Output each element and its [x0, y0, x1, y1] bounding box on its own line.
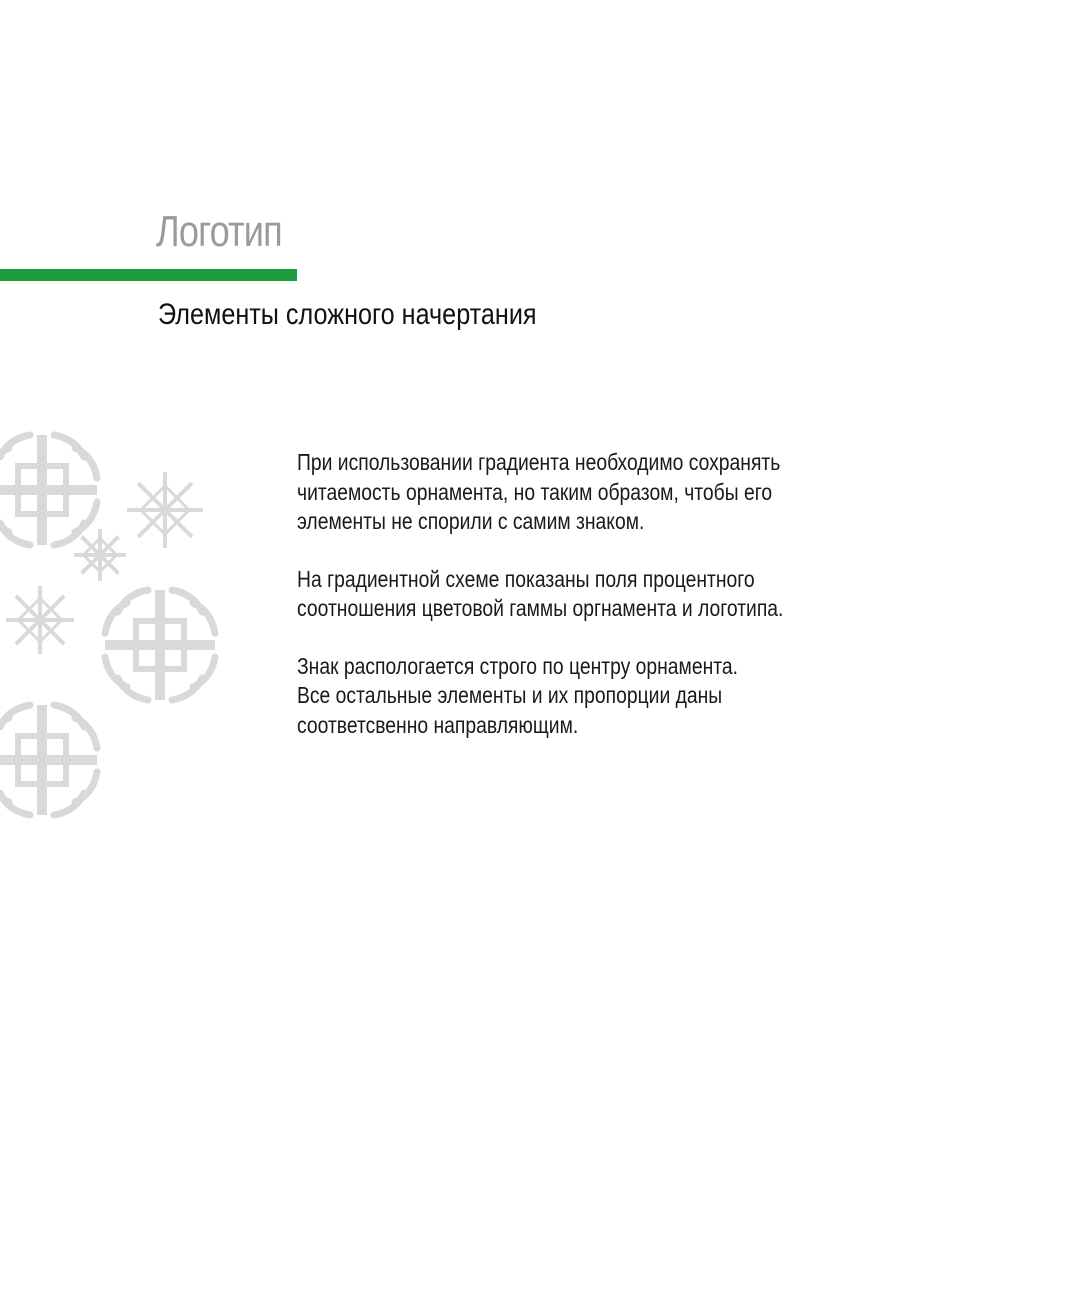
- paragraph-line: элементы не спорили с самим знаком.: [297, 508, 645, 534]
- paragraph-line: соответсвенно направляющим.: [297, 711, 579, 738]
- paragraph-line: соотношения цветовой гаммы оргнамента и логотипа.: [297, 595, 784, 621]
- paragraph-line: На градиентной схеме показаны поля процентного: [297, 565, 755, 592]
- paragraph-line: Все остальные элементы и их пропорции даны: [297, 682, 723, 708]
- ornament-pattern-icon: [0, 405, 250, 830]
- page-subtitle: Элементы сложного начертания: [158, 298, 537, 331]
- paragraph-line: При использовании градиента необходимо сохранять: [297, 449, 781, 475]
- paragraph-line: читаемость орнамента, но таким образом, чтобы его: [297, 478, 773, 505]
- paragraph-gradient: [297, 448, 801, 537]
- body-text: [297, 448, 897, 768]
- paragraph-scheme: [297, 565, 801, 624]
- paragraph-line: Знак распологается строго по центру орнамента.: [297, 652, 738, 679]
- section-title: Логотип: [156, 207, 282, 256]
- paragraph-sign-placement: [297, 652, 801, 741]
- accent-bar: [0, 269, 297, 281]
